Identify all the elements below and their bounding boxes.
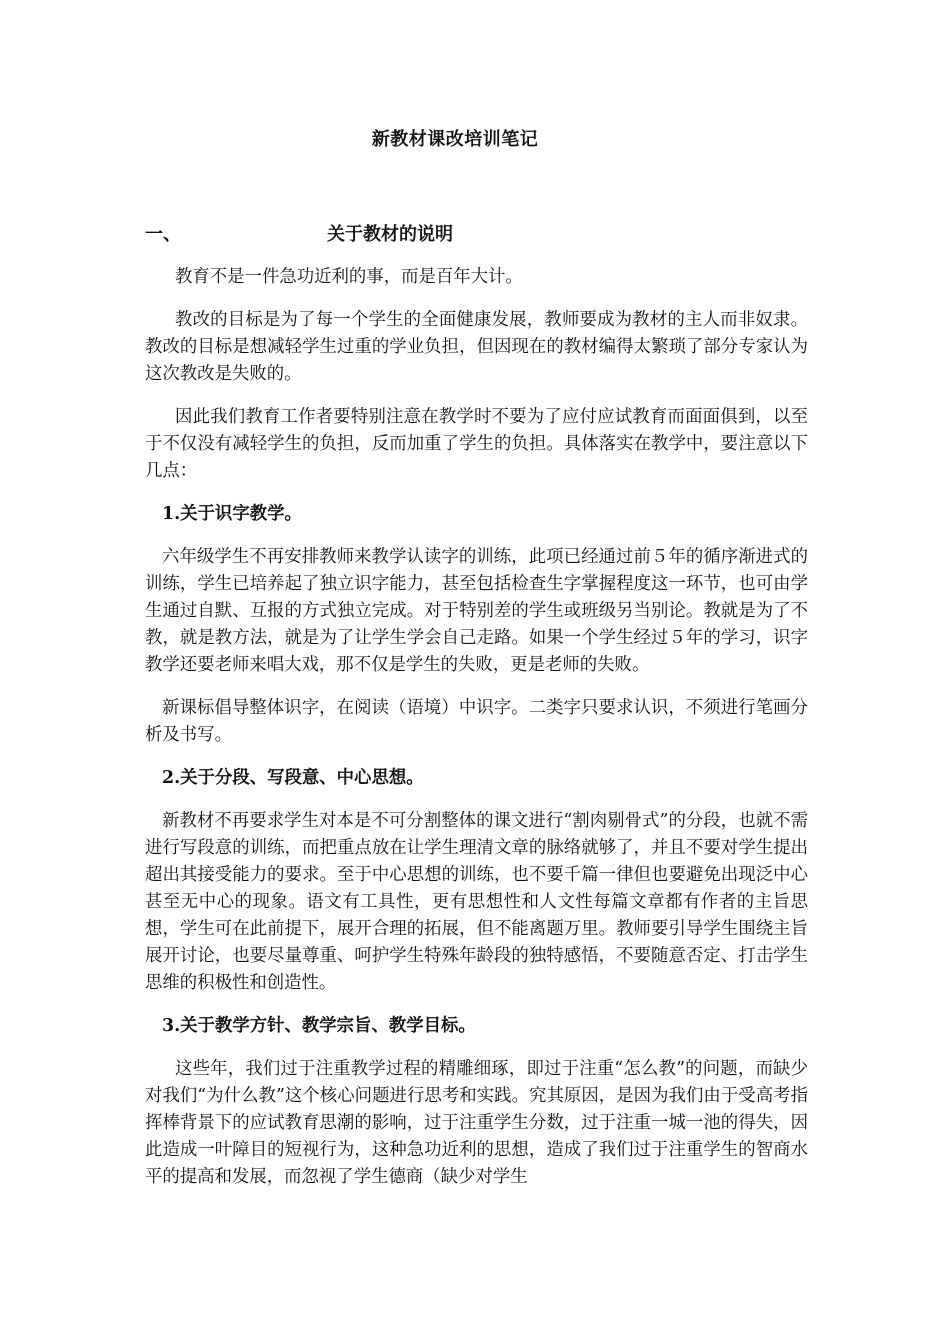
paragraph: 这些年，我们过于注重教学过程的精雕细琢，即过于注重“怎么教”的问题，而缺少对我们“为什么教”这个核心问题进行思考和实践。究其原因，是因为我们由于受高考指挥棒背景下的应试教育思潮的影响，过于注重学生分数，过于注重一城一池的得失，因此造成一叶障目的短视行为，这种急功近利的思想，造成了我们过于注重学生的智商水平的提高和发展，而忽视了学生德商（缺少对学生 (145, 1059, 808, 1187)
paragraph: 新课标倡导整体识字，在阅读（语境）中识字。二类字只要求认识，不须进行笔画分析及书写。 (145, 698, 808, 745)
subheading-paragraphing: 2.关于分段、写段意、中心思想。 (162, 768, 424, 788)
paragraph: 因此我们教育工作者要特别注意在教学时不要为了应付应试教育而面面俱到，以至于不仅没有减轻学生的负担，反而加重了学生的负担。具体落实在教学中，要注意以下几点： (145, 407, 808, 481)
paragraph: 教改的目标是为了每一个学生的全面健康发展，教师要成为教材的主人而非奴隶。教改的目标是想减轻学生过重的学业负担，但因现在的教材编得太繁琐了部分专家认为这次教改是失败的。 (145, 310, 808, 384)
paragraph: 六年级学生不再安排教师来教学认读字的训练，此项已经通过前５年的循序渐进式的训练，学生已培养起了独立识字能力，甚至包括检查生字掌握程度这一环节，也可由学生通过自默、互报的方式独立完成。对于特别差的学生或班级另当别论。教就是为了不教，就是教方法，就是为了让学生学会自己走路。如果一个学生经过５年的学习，识字教学还要老师来唱大戏，那不仅是学生的失败，更是老师的失败。 (145, 547, 808, 675)
section-heading-text: 关于教材的说明 (327, 224, 453, 245)
subheading-teaching-goals: 3.关于教学方针、教学宗旨、教学目标。 (162, 1016, 476, 1036)
paragraph: 新教材不再要求学生对本是不可分割整体的课文进行“割肉剔骨式”的分段，也就不需进行写段意的训练，而把重点放在让学生理清文章的脉络就够了，并且不要对学生提出超出其接受能力的要求。至于中心思想的训练，也不要千篇一律但也要避免出现泛中心甚至无中心的现象。语文有工具性，更有思想性和人文性每篇文章都有作者的主旨思想，学生可在此前提下，展开合理的拓展，但不能离题万里。教师要引导学生围绕主旨展开讨论，也要尽量尊重、呵护学生特殊年龄段的独特感悟，不要随意否定、打击学生思维的积极性和创造性。 (145, 811, 808, 993)
paragraph: 教育不是一件急功近利的事，而是百年大计。 (175, 267, 523, 287)
section-heading (145, 220, 453, 246)
section-number: 一、 (145, 224, 181, 245)
document-title: 新教材课改培训笔记 (371, 129, 539, 150)
subheading-literacy: 1.关于识字教学。 (162, 504, 302, 524)
document-body (145, 264, 808, 1207)
